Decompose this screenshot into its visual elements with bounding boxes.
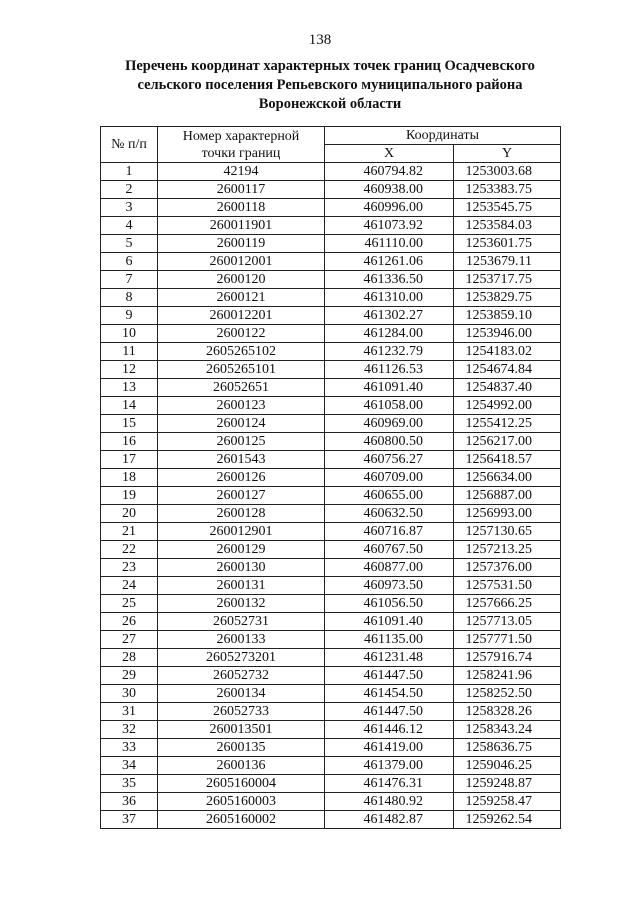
cell-index: 23 — [101, 559, 158, 577]
cell-index: 30 — [101, 685, 158, 703]
table-row — [101, 487, 561, 505]
cell-x: 461058.00 — [325, 397, 454, 415]
cell-index: 4 — [101, 217, 158, 235]
cell-y: 1258636.75 — [454, 739, 561, 757]
table-row — [101, 271, 561, 289]
cell-index: 13 — [101, 379, 158, 397]
cell-x: 461310.00 — [325, 289, 454, 307]
cell-point-number: 2600132 — [158, 595, 325, 613]
cell-x: 461447.50 — [325, 703, 454, 721]
cell-index: 14 — [101, 397, 158, 415]
cell-y: 1257666.25 — [454, 595, 561, 613]
cell-index: 27 — [101, 631, 158, 649]
cell-index: 11 — [101, 343, 158, 361]
cell-index: 10 — [101, 325, 158, 343]
cell-y: 1253584.03 — [454, 217, 561, 235]
cell-point-number: 2600121 — [158, 289, 325, 307]
cell-y: 1254837.40 — [454, 379, 561, 397]
table-row — [101, 577, 561, 595]
cell-y: 1257771.50 — [454, 631, 561, 649]
cell-index: 26 — [101, 613, 158, 631]
cell-point-number: 260011901 — [158, 217, 325, 235]
cell-index: 12 — [101, 361, 158, 379]
cell-point-number: 2600135 — [158, 739, 325, 757]
cell-x: 461110.00 — [325, 235, 454, 253]
cell-point-number: 2605160003 — [158, 793, 325, 811]
cell-point-number: 2605160002 — [158, 811, 325, 829]
cell-point-number: 2600119 — [158, 235, 325, 253]
page-number: 138 — [308, 32, 332, 48]
cell-y: 1259258.47 — [454, 793, 561, 811]
cell-x: 460756.27 — [325, 451, 454, 469]
table-row — [101, 631, 561, 649]
table-row — [101, 379, 561, 397]
cell-y: 1257213.25 — [454, 541, 561, 559]
cell-point-number: 260012901 — [158, 523, 325, 541]
cell-x: 461476.31 — [325, 775, 454, 793]
cell-x: 461379.00 — [325, 757, 454, 775]
table-row — [101, 523, 561, 541]
header-coordinates: Координаты — [325, 127, 561, 145]
cell-y: 1253003.68 — [454, 163, 561, 181]
coordinates-table — [100, 126, 561, 829]
cell-y: 1255412.25 — [454, 415, 561, 433]
cell-index: 32 — [101, 721, 158, 739]
table-row — [101, 325, 561, 343]
cell-y: 1257376.00 — [454, 559, 561, 577]
table-row — [101, 703, 561, 721]
table-row — [101, 559, 561, 577]
cell-index: 35 — [101, 775, 158, 793]
table-row — [101, 433, 561, 451]
cell-y: 1256217.00 — [454, 433, 561, 451]
cell-index: 29 — [101, 667, 158, 685]
cell-index: 21 — [101, 523, 158, 541]
cell-point-number: 2600134 — [158, 685, 325, 703]
cell-y: 1253679.11 — [454, 253, 561, 271]
cell-x: 460800.50 — [325, 433, 454, 451]
cell-point-number: 2600126 — [158, 469, 325, 487]
cell-index: 22 — [101, 541, 158, 559]
cell-point-number: 2600131 — [158, 577, 325, 595]
cell-x: 461091.40 — [325, 379, 454, 397]
cell-x: 461232.79 — [325, 343, 454, 361]
cell-point-number: 2600136 — [158, 757, 325, 775]
cell-x: 460973.50 — [325, 577, 454, 595]
header-point-line-1: Номер характерной — [182, 128, 300, 144]
cell-x: 460632.50 — [325, 505, 454, 523]
cell-point-number: 2600124 — [158, 415, 325, 433]
cell-point-number: 260012001 — [158, 253, 325, 271]
cell-index: 36 — [101, 793, 158, 811]
cell-x: 460996.00 — [325, 199, 454, 217]
table-row — [101, 595, 561, 613]
table-row — [101, 775, 561, 793]
cell-y: 1257531.50 — [454, 577, 561, 595]
cell-y: 1257130.65 — [454, 523, 561, 541]
cell-point-number: 2605265102 — [158, 343, 325, 361]
cell-point-number: 26052651 — [158, 379, 325, 397]
header-x: X — [325, 145, 454, 163]
cell-y: 1258241.96 — [454, 667, 561, 685]
cell-x: 461447.50 — [325, 667, 454, 685]
table-row — [101, 397, 561, 415]
cell-y: 1258343.24 — [454, 721, 561, 739]
cell-y: 1253829.75 — [454, 289, 561, 307]
cell-x: 461091.40 — [325, 613, 454, 631]
cell-point-number: 2600130 — [158, 559, 325, 577]
cell-y: 1259248.87 — [454, 775, 561, 793]
cell-x: 460877.00 — [325, 559, 454, 577]
cell-y: 1253383.75 — [454, 181, 561, 199]
cell-x: 461261.06 — [325, 253, 454, 271]
table-row — [101, 181, 561, 199]
cell-y: 1253545.75 — [454, 199, 561, 217]
table-row — [101, 343, 561, 361]
cell-point-number: 260012201 — [158, 307, 325, 325]
cell-y: 1253601.75 — [454, 235, 561, 253]
header-point-line-2: точки границ — [201, 145, 281, 161]
cell-y: 1253859.10 — [454, 307, 561, 325]
cell-x: 461135.00 — [325, 631, 454, 649]
cell-x: 461284.00 — [325, 325, 454, 343]
cell-y: 1258252.50 — [454, 685, 561, 703]
cell-x: 461231.48 — [325, 649, 454, 667]
table-row — [101, 721, 561, 739]
title-line-2: сельского поселения Репьевского муниципального района — [137, 77, 523, 93]
cell-point-number: 2601543 — [158, 451, 325, 469]
cell-y: 1254674.84 — [454, 361, 561, 379]
cell-index: 33 — [101, 739, 158, 757]
cell-index: 3 — [101, 199, 158, 217]
cell-point-number: 2600127 — [158, 487, 325, 505]
cell-index: 34 — [101, 757, 158, 775]
header-index: № п/п — [101, 127, 158, 163]
cell-x: 460767.50 — [325, 541, 454, 559]
table-row — [101, 451, 561, 469]
table-row — [101, 667, 561, 685]
cell-x: 461419.00 — [325, 739, 454, 757]
cell-x: 461480.92 — [325, 793, 454, 811]
cell-y: 1253717.75 — [454, 271, 561, 289]
cell-x: 461073.92 — [325, 217, 454, 235]
table-row — [101, 757, 561, 775]
table-row — [101, 217, 561, 235]
cell-index: 8 — [101, 289, 158, 307]
cell-point-number: 2600117 — [158, 181, 325, 199]
cell-y: 1257713.05 — [454, 613, 561, 631]
title-line-3: Воронежской области — [258, 96, 402, 112]
cell-point-number: 2600125 — [158, 433, 325, 451]
cell-y: 1254183.02 — [454, 343, 561, 361]
table-row — [101, 541, 561, 559]
cell-x: 460716.87 — [325, 523, 454, 541]
cell-point-number: 2605265101 — [158, 361, 325, 379]
cell-y: 1258328.26 — [454, 703, 561, 721]
cell-point-number: 26052731 — [158, 613, 325, 631]
cell-x: 460655.00 — [325, 487, 454, 505]
cell-x: 461126.53 — [325, 361, 454, 379]
cell-point-number: 2600123 — [158, 397, 325, 415]
cell-point-number: 2600122 — [158, 325, 325, 343]
cell-index: 31 — [101, 703, 158, 721]
cell-y: 1259046.25 — [454, 757, 561, 775]
cell-x: 460709.00 — [325, 469, 454, 487]
table-row — [101, 649, 561, 667]
cell-x: 461482.87 — [325, 811, 454, 829]
cell-x: 461056.50 — [325, 595, 454, 613]
table-row — [101, 289, 561, 307]
cell-y: 1256634.00 — [454, 469, 561, 487]
cell-index: 20 — [101, 505, 158, 523]
cell-index: 6 — [101, 253, 158, 271]
table-row — [101, 199, 561, 217]
cell-x: 460969.00 — [325, 415, 454, 433]
cell-x: 460938.00 — [325, 181, 454, 199]
cell-y: 1253946.00 — [454, 325, 561, 343]
cell-y: 1256993.00 — [454, 505, 561, 523]
cell-index: 19 — [101, 487, 158, 505]
cell-index: 16 — [101, 433, 158, 451]
document-title — [100, 57, 560, 114]
cell-index: 24 — [101, 577, 158, 595]
cell-y: 1256418.57 — [454, 451, 561, 469]
table-body — [101, 163, 561, 829]
header-y: Y — [454, 145, 561, 163]
cell-y: 1257916.74 — [454, 649, 561, 667]
table-row — [101, 163, 561, 181]
cell-point-number: 260013501 — [158, 721, 325, 739]
cell-y: 1254992.00 — [454, 397, 561, 415]
table-row — [101, 361, 561, 379]
cell-index: 1 — [101, 163, 158, 181]
cell-point-number: 2600133 — [158, 631, 325, 649]
cell-index: 15 — [101, 415, 158, 433]
cell-point-number: 26052732 — [158, 667, 325, 685]
table-row — [101, 739, 561, 757]
cell-y: 1256887.00 — [454, 487, 561, 505]
table-row — [101, 253, 561, 271]
cell-index: 2 — [101, 181, 158, 199]
cell-point-number: 26052733 — [158, 703, 325, 721]
cell-x: 461446.12 — [325, 721, 454, 739]
cell-x: 461302.27 — [325, 307, 454, 325]
cell-x: 460794.82 — [325, 163, 454, 181]
table-row — [101, 469, 561, 487]
cell-point-number: 2600129 — [158, 541, 325, 559]
header-point-number — [158, 127, 325, 163]
table-row — [101, 793, 561, 811]
cell-x: 461336.50 — [325, 271, 454, 289]
cell-point-number: 2605273201 — [158, 649, 325, 667]
cell-index: 37 — [101, 811, 158, 829]
cell-index: 7 — [101, 271, 158, 289]
cell-index: 18 — [101, 469, 158, 487]
cell-index: 28 — [101, 649, 158, 667]
table-row — [101, 307, 561, 325]
cell-index: 25 — [101, 595, 158, 613]
cell-x: 461454.50 — [325, 685, 454, 703]
cell-index: 17 — [101, 451, 158, 469]
cell-point-number: 42194 — [158, 163, 325, 181]
cell-index: 5 — [101, 235, 158, 253]
title-line-1: Перечень координат характерных точек границ Осадчевского — [125, 58, 535, 74]
table-row — [101, 613, 561, 631]
table-row — [101, 505, 561, 523]
table-row — [101, 811, 561, 829]
cell-point-number: 2600120 — [158, 271, 325, 289]
cell-index: 9 — [101, 307, 158, 325]
table-row — [101, 685, 561, 703]
cell-point-number: 2600128 — [158, 505, 325, 523]
cell-point-number: 2605160004 — [158, 775, 325, 793]
cell-point-number: 2600118 — [158, 199, 325, 217]
table-row — [101, 235, 561, 253]
cell-y: 1259262.54 — [454, 811, 561, 829]
table-row — [101, 415, 561, 433]
